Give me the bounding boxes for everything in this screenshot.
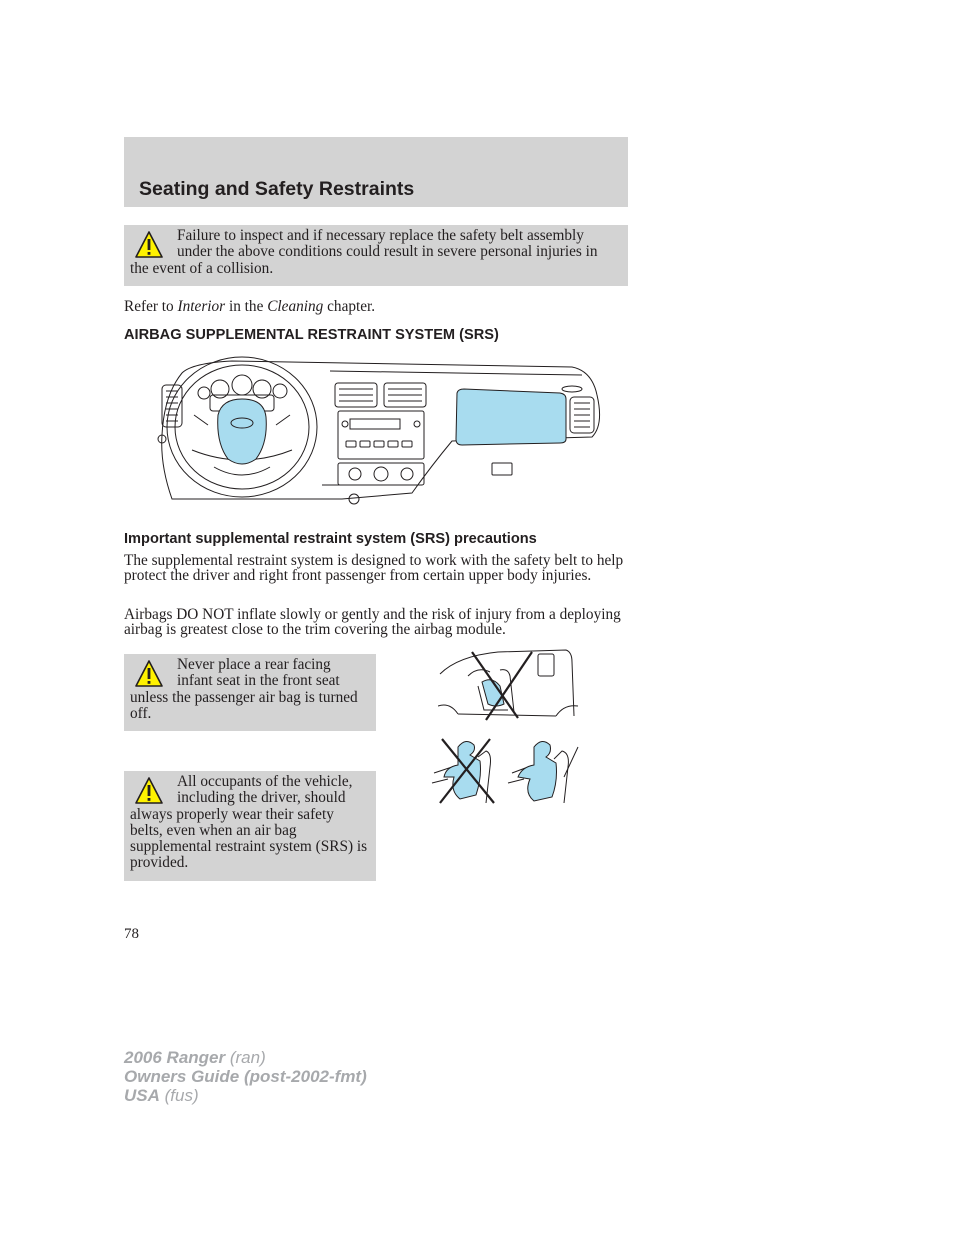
infant-seat-illustration [438, 646, 583, 726]
refer-prefix: Refer to [124, 298, 174, 315]
refer-suffix: chapter. [327, 298, 376, 315]
paragraph-srs-design: The supplemental restraint system is designed to work with the safety belt to help protect the driver and right front passenger from certain upper body injuries. [124, 552, 624, 585]
climate-controls [338, 463, 424, 485]
lower-switch-icon [349, 494, 359, 504]
radio-unit [338, 411, 424, 459]
refer-middle: in the [228, 298, 264, 315]
footer-line-guide [124, 1067, 367, 1086]
footer-line-model [124, 1048, 367, 1067]
section-title: Seating and Safety Restraints [139, 178, 415, 200]
precautions-heading: Important supplemental restraint system (SRS) precautions [124, 531, 537, 547]
dashboard-illustration [152, 355, 607, 515]
warning-box-occupants [124, 771, 376, 881]
refer-line [124, 299, 629, 314]
warning-triangle-icon [134, 659, 164, 689]
footer-market: USA [124, 1086, 160, 1105]
footer-doc-id [124, 1048, 367, 1105]
glove-box-latch [492, 463, 512, 475]
driver-airbag-area [218, 399, 267, 464]
page-number: 78 [124, 926, 139, 942]
warning-text: Failure to inspect and if necessary replace the safety belt assembly under the above conditions could result in severe personal injuries in the event of a collision. [130, 227, 598, 277]
paragraph-airbag-inflate: Airbags DO NOT inflate slowly or gently and the risk of injury from a deploying airbag is greatest close to the trim covering the airbag module. [124, 606, 621, 639]
footer-model: 2006 Ranger [124, 1048, 226, 1067]
warning-text: All occupants of the vehicle, including the driver, should always properly wear their safety belts, even when an air bag supplemental restraint system (SRS) is provided. [130, 773, 368, 872]
footer-market-code: (fus) [164, 1086, 199, 1105]
warning-box-inspect-belt [124, 225, 628, 286]
right-vent [570, 397, 594, 433]
warning-box-infant-seat [124, 654, 376, 731]
warning-triangle-icon [134, 230, 164, 260]
footer-guide: Owners Guide (post-2002-fmt) [124, 1067, 367, 1086]
section-heading: AIRBAG SUPPLEMENTAL RESTRAINT SYSTEM (SRS) [124, 327, 499, 343]
refer-term-interior: Interior [177, 298, 226, 315]
center-vents [335, 383, 426, 407]
footer-line-market [124, 1086, 367, 1105]
warning-triangle-icon [134, 776, 164, 806]
passenger-airbag-area [456, 389, 566, 445]
occupants-illustration [430, 737, 585, 807]
footer-model-code: (ran) [229, 1048, 266, 1067]
warning-text: Never place a rear facing infant seat in the front seat unless the passenger air bag is turned off. [130, 656, 358, 722]
refer-term-cleaning: Cleaning [267, 298, 324, 315]
